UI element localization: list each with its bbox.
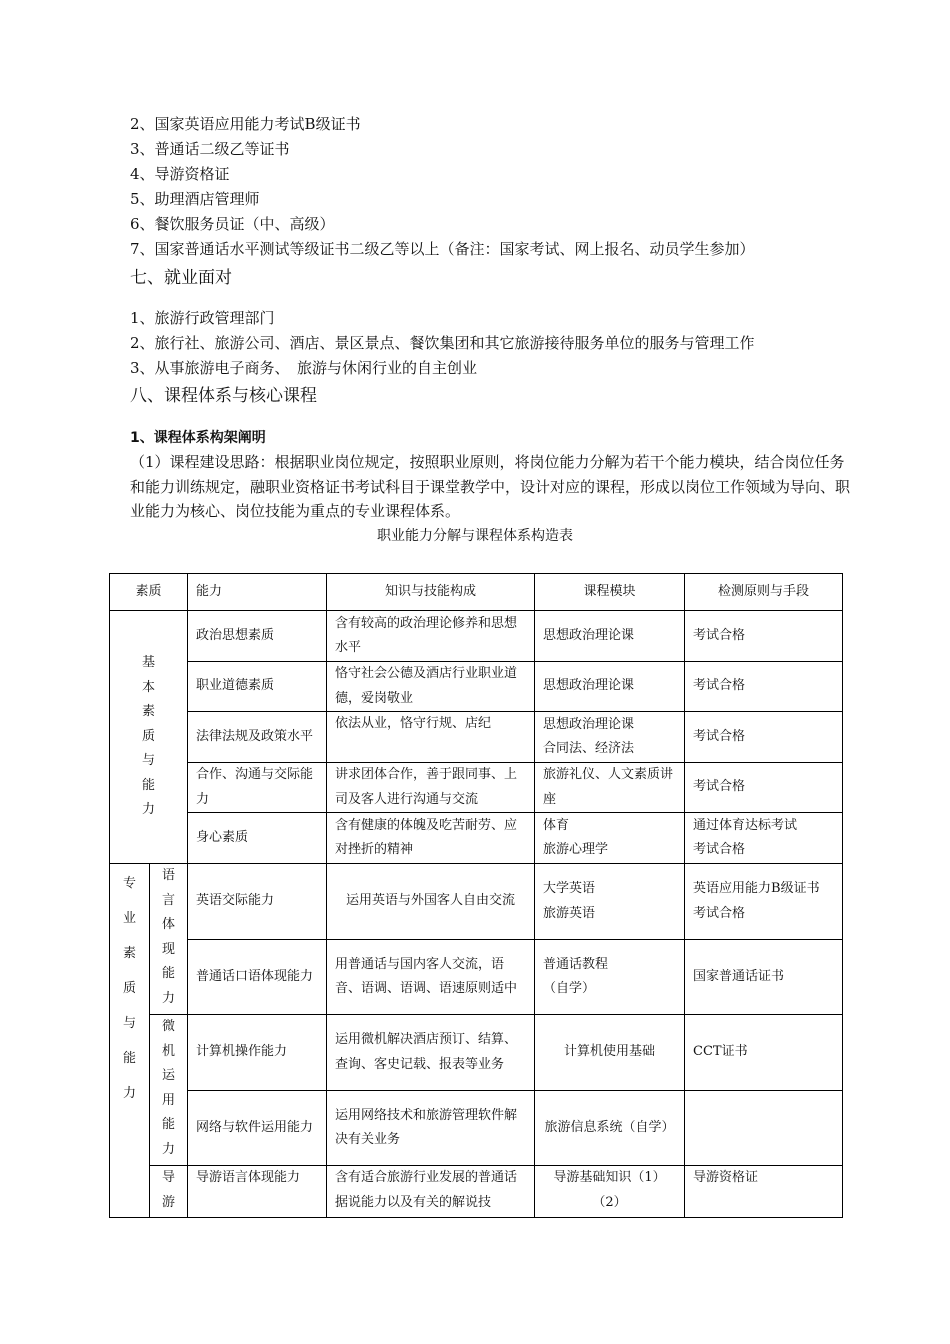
cert-item: 5、助理酒店管理师 <box>130 190 260 208</box>
sub-guide-cell <box>150 1166 188 1218</box>
cert-item: 6、餐饮服务员证（中、高级） <box>130 215 335 233</box>
table-caption: 职业能力分解与课程体系构造表 <box>377 528 573 544</box>
table-row <box>110 712 843 763</box>
course-design-text: （1）课程建设思路：根据职业岗位规定，按照职业原则，将岗位能力分解为若干个能力模块，结合岗位任务和能力训练规定，融职业资格证书考试科目于课堂教学中，设计对应的课程，形成以岗位工作领域为导向、职业能力为核心、岗位技能为重点的专业课程体系。 <box>130 453 851 520</box>
ability-cell: 网络与软件运用能力 <box>188 1091 327 1166</box>
course-cell: 导游基础知识（1）（2） <box>535 1166 685 1218</box>
test-cell: 考试合格 <box>685 662 843 712</box>
knowledge-cell: 恪守社会公德及酒店行业职业道德，爱岗敬业 <box>327 662 535 712</box>
knowledge-cell <box>327 1166 535 1218</box>
ability-cell: 职业道德素质 <box>188 662 327 712</box>
test-cell: 导游资格证 <box>685 1166 843 1218</box>
table-header-row <box>110 574 843 611</box>
knowledge-cell: 运用微机解决酒店预订、结算、查询、客史记载、报表等业务 <box>327 1015 535 1091</box>
section-8-subtitle: 1、课程体系构架阐明 <box>130 430 266 446</box>
group-prof-label: 专业素质与能力 <box>122 876 136 1101</box>
knowledge-cell: 讲求团体合作，善于跟同事、上司及客人进行沟通与交流 <box>327 763 535 813</box>
section-7-title: 七、就业面对 <box>130 268 232 288</box>
test-cell: 国家普通话证书 <box>685 940 843 1015</box>
ability-cell: 身心素质 <box>188 813 327 864</box>
test-cell: 通过体育达标考试 考试合格 <box>685 813 843 864</box>
group-basic-label: 基本素质与能力 <box>141 655 155 818</box>
test-cell: 考试合格 <box>685 763 843 813</box>
header-cell: 能力 <box>188 574 327 611</box>
course-cell: 体育 旅游心理学 <box>535 813 685 864</box>
header-cell: 素质 <box>110 574 188 611</box>
ability-cell: 普通话口语体现能力 <box>188 940 327 1015</box>
knowledge-cell: 运用英语与外国客人自由交流 <box>327 864 535 940</box>
test-cell: 考试合格 <box>685 611 843 662</box>
test-cell: 考试合格 <box>685 712 843 763</box>
course-cell: 思想政治理论课 <box>535 611 685 662</box>
sub-language-cell <box>150 864 188 1015</box>
table-row <box>110 1166 843 1218</box>
table-row <box>110 940 843 1015</box>
table-row <box>110 864 843 940</box>
group-basic-cell <box>110 611 188 864</box>
group-prof-cell <box>110 864 150 1218</box>
course-cell: 思想政治理论课 合同法、经济法 <box>535 712 685 763</box>
sub-computer-label: 微机运用能力 <box>161 1019 175 1157</box>
course-cell: 旅游礼仪、人文素质讲座 <box>535 763 685 813</box>
ability-cell: 英语交际能力 <box>188 864 327 940</box>
employment-item: 1、旅游行政管理部门 <box>130 309 275 327</box>
table-row <box>110 1091 843 1166</box>
table-row <box>110 611 843 662</box>
header-cell: 课程模块 <box>535 574 685 611</box>
course-cell: 大学英语 旅游英语 <box>535 864 685 940</box>
cert-item: 4、导游资格证 <box>130 165 230 183</box>
knowledge-cell: 用普通话与国内客人交流，语音、语调、语调、语速原则适中 <box>327 940 535 1015</box>
section-8-title: 八、课程体系与核心课程 <box>130 386 317 406</box>
employment-item: 3、从事旅游电子商务、 旅游与休闲行业的自主创业 <box>130 359 478 377</box>
ability-cell: 合作、沟通与交际能力 <box>188 763 327 813</box>
ability-course-table <box>109 573 843 1218</box>
employment-item: 2、旅行社、旅游公司、酒店、景区景点、餐饮集团和其它旅游接待服务单位的服务与管理工作 <box>130 334 755 352</box>
header-cell: 检测原则与手段 <box>685 574 843 611</box>
knowledge-text: 含有适合旅游行业发展的普通话据说能力以及有关的解说技 <box>335 1170 518 1210</box>
cert-item: 7、国家普通话水平测试等级证书二级乙等以上（备注：国家考试、网上报名、动员学生参加） <box>130 240 755 258</box>
sub-computer-cell <box>150 1015 188 1166</box>
course-cell: 思想政治理论课 <box>535 662 685 712</box>
test-cell: 英语应用能力B级证书 考试合格 <box>685 864 843 940</box>
knowledge-cell: 依法从业，恪守行规、店纪 <box>327 712 535 763</box>
knowledge-cell: 含有较高的政治理论修养和思想水平 <box>327 611 535 662</box>
table-row <box>110 813 843 864</box>
table-row <box>110 763 843 813</box>
test-cell <box>685 1091 843 1166</box>
course-design-paragraph <box>130 450 856 524</box>
table-row <box>110 662 843 712</box>
cert-item: 2、国家英语应用能力考试B级证书 <box>130 115 361 133</box>
table-row <box>110 1015 843 1091</box>
course-cell: 计算机使用基础 <box>535 1015 685 1091</box>
ability-cell: 政治思想素质 <box>188 611 327 662</box>
ability-cell: 导游语言体现能力 <box>188 1166 327 1218</box>
test-cell: CCT证书 <box>685 1015 843 1091</box>
knowledge-cell: 运用网络技术和旅游管理软件解决有关业务 <box>327 1091 535 1166</box>
header-cell: 知识与技能构成 <box>327 574 535 611</box>
course-cell: 旅游信息系统（自学） <box>535 1091 685 1166</box>
knowledge-cell: 含有健康的体魄及吃苦耐劳、应对挫折的精神 <box>327 813 535 864</box>
course-cell: 普通话教程 （自学） <box>535 940 685 1015</box>
ability-cell: 计算机操作能力 <box>188 1015 327 1091</box>
cert-item: 3、普通话二级乙等证书 <box>130 140 290 158</box>
ability-cell: 法律法规及政策水平 <box>188 712 327 763</box>
sub-guide-label: 导游 <box>161 1170 175 1210</box>
sub-language-label: 语言体现能力 <box>161 868 175 1006</box>
